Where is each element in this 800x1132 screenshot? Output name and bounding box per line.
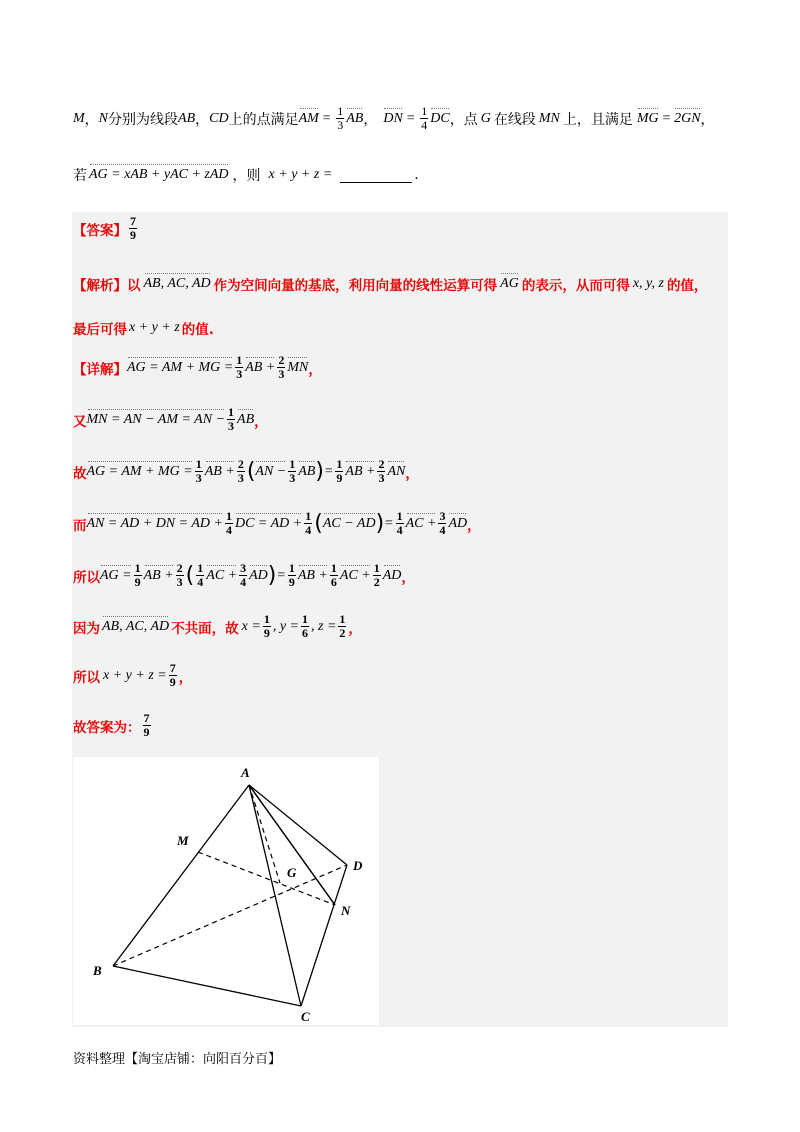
fraction [377, 458, 385, 485]
expr: AC − AD [322, 515, 376, 531]
num: 1 [396, 509, 403, 523]
vector-dn: DN [383, 110, 403, 126]
text: 上的点满足 [228, 111, 299, 128]
den: 3 [278, 367, 285, 381]
expr: AD [249, 567, 268, 583]
expr: AG = AM + MG = [86, 463, 193, 479]
label-b: B [93, 963, 102, 978]
expr: MN = AN − AM = AN − [86, 411, 226, 427]
text: 故答案为： [73, 719, 141, 736]
fraction [176, 562, 184, 589]
text: 以 [127, 278, 141, 294]
num: 7 [143, 711, 150, 725]
expr: AN = AD + DN = AD + [86, 515, 223, 531]
num: 3 [439, 509, 446, 523]
fraction [263, 613, 271, 640]
num: 1 [225, 509, 232, 523]
text: 所以 [73, 569, 100, 586]
den: 3 [195, 471, 202, 485]
punct: ， [401, 569, 415, 586]
den: 9 [336, 471, 343, 485]
text: 上，且满足 [562, 111, 633, 128]
expr: AB + [204, 463, 235, 479]
den: 9 [169, 675, 176, 689]
punct: ， [178, 669, 193, 686]
fraction [196, 562, 204, 589]
expr: AC + [405, 515, 437, 531]
paren: ( [185, 563, 195, 588]
vector-ab: AB [346, 110, 364, 126]
label-d: D [353, 858, 363, 873]
equals: = [321, 110, 332, 126]
paren: ) [315, 459, 324, 484]
detail-line-1 [73, 354, 322, 381]
fraction [227, 406, 235, 433]
punct: ， [467, 517, 481, 534]
den: 3 [176, 575, 183, 589]
expr: DC = AD + [234, 515, 303, 531]
den: 4 [240, 575, 247, 589]
expr: AN [387, 463, 406, 479]
den: 3 [236, 367, 243, 381]
num: 1 [195, 457, 202, 471]
num: 2 [176, 561, 183, 575]
text: 若 [73, 168, 87, 184]
point-n: N [98, 110, 109, 126]
segment-mn: MN [538, 110, 560, 126]
label-g: G [287, 865, 297, 880]
fraction [239, 562, 247, 589]
expr: AN − [255, 463, 287, 479]
text: 最后可得 [73, 322, 127, 338]
vector-ag: AG [500, 276, 519, 291]
detail-label: 【详解】 [73, 361, 127, 378]
text: 因为 [73, 620, 100, 637]
expr: AC + [339, 567, 371, 583]
text: 的值， [666, 278, 708, 294]
problem-line-2 [73, 165, 419, 185]
text: 故 [73, 465, 87, 482]
edge-ac [249, 785, 301, 1006]
expr: MN [287, 359, 309, 375]
num: 2 [378, 457, 385, 471]
punct: ， [308, 361, 322, 378]
punct: ， [348, 620, 362, 637]
tetrahedron-figure [73, 757, 379, 1025]
detail-line-7 [73, 662, 192, 689]
num: 1 [289, 457, 296, 471]
fraction [330, 562, 338, 589]
expr: AB + [143, 567, 174, 583]
punct: ， [363, 111, 378, 128]
fraction [235, 354, 243, 381]
analysis-line-1 [73, 274, 707, 294]
punct: ， [700, 111, 715, 128]
punct: ， [254, 413, 268, 430]
den: 4 [439, 523, 446, 537]
punct: ， [195, 111, 210, 128]
answer-blank [340, 168, 412, 183]
num: 1 [236, 353, 243, 367]
den: 2 [373, 575, 380, 589]
detail-line-5 [73, 562, 415, 589]
fraction [169, 662, 177, 689]
den: 4 [197, 575, 204, 589]
text: 在线段 [493, 111, 536, 128]
edge-bd [113, 865, 347, 966]
edge-cd [301, 865, 347, 1006]
punct: ， [405, 465, 419, 482]
expr: AB + [345, 463, 376, 479]
den: 9 [130, 228, 136, 242]
problem-line-1 [73, 105, 715, 132]
text: 所以 [73, 669, 100, 686]
vector-mg: MG [636, 110, 659, 126]
den: 6 [330, 575, 337, 589]
detail-line-4 [73, 510, 481, 537]
text: 作为空间向量的基底，利用向量的线性运算可得 [213, 278, 498, 294]
label-m: M [177, 833, 189, 848]
fraction [225, 510, 233, 537]
den: 4 [305, 523, 312, 537]
expr: AG = AM + MG = [127, 359, 234, 375]
den: 3 [337, 118, 344, 132]
text: 的值. [181, 322, 214, 338]
equals: = [384, 515, 394, 531]
answer-label: 【答案】 [73, 222, 127, 239]
basis-vectors: AB, AC, AD [143, 276, 211, 291]
point-m: M [73, 110, 85, 126]
num: 1 [330, 561, 337, 575]
num: 1 [302, 612, 308, 626]
xyz: x, y, z [632, 276, 664, 291]
equals: = [323, 463, 334, 479]
expr: AB [237, 411, 255, 427]
fraction [237, 458, 245, 485]
num: 1 [421, 104, 428, 118]
detail-line-3 [73, 458, 419, 485]
expr: , y = [272, 618, 299, 634]
den: 4 [396, 523, 403, 537]
fraction [438, 510, 446, 537]
expr: AD [448, 515, 468, 531]
num: 1 [336, 457, 343, 471]
answer-fraction [129, 215, 137, 242]
den: 4 [421, 118, 428, 132]
fraction [288, 458, 296, 485]
num: 1 [134, 561, 141, 575]
expr: x + y + z = [103, 667, 167, 683]
num: 1 [305, 509, 312, 523]
text: ，则 [232, 168, 261, 184]
text: 的表示，从而可得 [521, 278, 630, 294]
expr: , z = [311, 618, 337, 634]
fraction [277, 354, 285, 381]
basis-vectors: AB, AC, AD [102, 618, 170, 634]
text: 而 [73, 517, 87, 534]
den: 3 [228, 419, 235, 433]
paren: ) [375, 511, 385, 536]
segment-ab: AB [178, 110, 196, 126]
fraction [335, 458, 343, 485]
vector-gn: 2GN [674, 110, 701, 126]
den: 9 [134, 575, 141, 589]
edge-bc [113, 966, 301, 1006]
num: 1 [373, 561, 380, 575]
punct: ， [84, 111, 99, 128]
expr: AB [298, 463, 316, 479]
footer-note: 资料整理【淘宝店铺：向阳百分百】 [73, 1052, 282, 1067]
detail-line-6 [73, 613, 362, 640]
edge-ab [113, 785, 249, 966]
expr: AG = [100, 567, 132, 583]
expr: AD [382, 567, 402, 583]
fraction [373, 562, 381, 589]
sum-expression: x + y + z [129, 320, 180, 335]
num: 7 [130, 214, 136, 228]
fraction-one-fourth [420, 105, 428, 132]
den: 3 [289, 471, 296, 485]
expr: x = [241, 618, 261, 634]
tetrahedron-svg [73, 757, 379, 1025]
num: 1 [339, 612, 346, 626]
num: 3 [240, 561, 247, 575]
den: 9 [288, 575, 295, 589]
text: 不共面，故 [171, 620, 239, 637]
paren: ) [267, 563, 277, 588]
fraction [288, 562, 296, 589]
vector-am: AM [298, 110, 319, 126]
text: ，点 [449, 111, 478, 128]
equals: = [661, 110, 672, 126]
vector-equation: AG = xAB + yAC + zAD [89, 167, 229, 182]
expr: AC + [206, 567, 238, 583]
den: 3 [237, 471, 244, 485]
analysis-label: 【解析】 [73, 278, 127, 294]
num: 2 [237, 457, 244, 471]
den: 6 [302, 626, 308, 640]
sum-expression: x + y + z = [268, 167, 333, 182]
den: 2 [339, 626, 346, 640]
answer-line [73, 215, 139, 242]
punct: . [414, 167, 419, 183]
fraction-one-third [336, 105, 344, 132]
segment-ag [249, 785, 280, 883]
fraction [195, 458, 203, 485]
paren: ( [314, 511, 323, 536]
num: 1 [263, 612, 270, 626]
num: 1 [197, 561, 204, 575]
fraction [134, 562, 142, 589]
label-c: C [301, 1009, 310, 1024]
den: 4 [225, 523, 232, 537]
fraction [338, 613, 346, 640]
detail-line-8 [73, 712, 153, 739]
num: 7 [169, 661, 176, 675]
text: 又 [73, 413, 87, 430]
paren: ( [246, 459, 256, 484]
den: 9 [263, 626, 270, 640]
den: 9 [143, 725, 150, 739]
segment-cd: CD [209, 110, 229, 126]
point-g: G [480, 110, 491, 126]
num: 1 [337, 104, 344, 118]
equals: = [276, 567, 286, 583]
num: 1 [228, 405, 235, 419]
expr: AB + [245, 359, 276, 375]
label-n: N [341, 903, 351, 918]
final-fraction [143, 712, 151, 739]
fraction [301, 613, 309, 640]
equals: = [405, 110, 416, 126]
num: 1 [288, 561, 295, 575]
text: 分别为线段 [108, 111, 179, 128]
label-a: A [241, 765, 250, 780]
analysis-line-2 [73, 318, 214, 338]
detail-line-2 [73, 406, 268, 433]
expr: AB + [297, 567, 328, 583]
vector-dc: DC [430, 110, 450, 126]
num: 2 [278, 353, 285, 367]
den: 3 [378, 471, 385, 485]
fraction [304, 510, 312, 537]
fraction [396, 510, 404, 537]
